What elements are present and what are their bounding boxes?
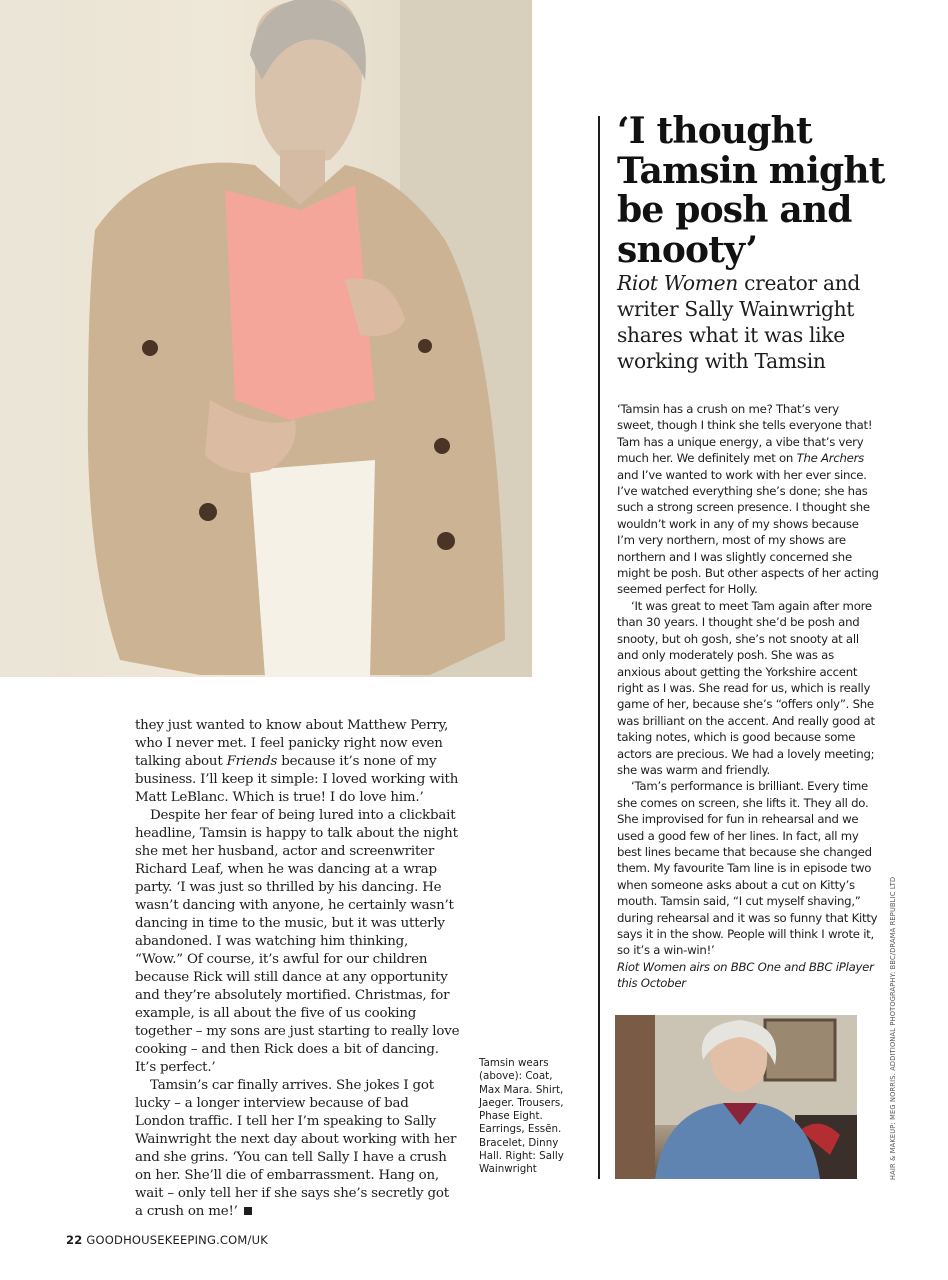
sidebar-headline: ‘I thought Tamsin might be posh and snooty’ [617, 110, 885, 271]
sidebar-divider-rule [598, 116, 600, 1179]
sidebar-standfirst: Riot Women creator and writer Sally Wainwright shares what it was like working with Tamsin [617, 271, 861, 373]
end-of-article-mark [244, 1207, 252, 1215]
inset-photo-sally-wainwright [615, 1015, 857, 1179]
magazine-url: GOODHOUSEKEEPING.COM/UK [86, 1233, 268, 1247]
article-body [135, 717, 460, 1221]
sidebar-paragraph: ‘It was great to meet Tam again after more than 30 years. I thought she’d be posh and snooty, but oh gosh, she’s not snooty at all and only moderately posh. She was as anxious about getting the Yorkshire accent right as I was. She read for us, which is really game of her, because she’s “offers only”. She was brilliant on the accent. And really good at taking notes, which is good because some actors are precious. We had a lovely meeting; she was warm and friendly. [617, 598, 875, 777]
page-number: 22 [66, 1233, 83, 1247]
article-paragraph: Tamsin’s car finally arrives. She jokes I got lucky – a longer interview because of bad London traffic. I tell her I’m speaking to Sally Wainwright the next day about working with her and she grins. ‘You can tell Sally I have a crush on her. She’ll die of embarrassment. Hang on, wait – only tell her if she says she’s secretly got a crush on me!’ [135, 1078, 457, 1219]
photo-caption: Tamsin wears (above): Coat, Max Mara. Shirt, Jaeger. Trousers, Phase Eight. Earrings, Essēn. Bracelet, Dinny Hall. Right: Sally Wainwright [479, 1057, 564, 1176]
broadcast-info: Riot Women airs on BBC One and BBC iPlayer this October [617, 959, 874, 991]
sidebar-paragraph: ‘Tamsin has a crush on me? That’s very sweet, though I think she tells everyone that! Tam has a unique energy, a vibe that’s very much her. We definitely met on The Archers and I’ve wanted to work with her ever since. I’ve watched everything she’s done; she has such a strong screen presence. I thought she wouldn’t work in any of my shows because I’m very northern, most of my shows are northern and I was slightly concerned she might be posh. But other aspects of her acting seemed perfect for Holly. [617, 402, 879, 597]
photo-credit: HAIR & MAKEUP: MEG NORRIS. ADDITIONAL PHOTOGRAPHY: BBC/DRAMA REPUBLIC LTD [889, 876, 897, 1180]
article-paragraph: Despite her fear of being lured into a clickbait headline, Tamsin is happy to talk about the night she met her husband, actor and screenwriter Richard Leaf, when he was dancing at a wrap party. ‘I was just so thrilled by his dancing. He wasn’t dancing with anyone, he certainly wasn’t dancing in time to the music, but it was utterly abandoned. I was watching him thinking, “Wow.” Of course, it’s awful for our children because Rick will still dance at any opportunity and they’re absolutely mortified. Christmas, for example, is all about the five of us cooking together – my sons are just starting to really love cooking – and then Rick does a bit of dancing. It’s perfect.’ [135, 808, 460, 1075]
article-paragraph: they just wanted to know about Matthew Perry, who I never met. I feel panicky right now even talking about Friends because it’s none of my business. I’ll keep it simple: I loved working with Matt LeBlanc. Which is true! I do love him.’ [135, 718, 459, 805]
sidebar-body [617, 401, 879, 992]
sidebar-paragraph: ‘Tam’s performance is brilliant. Every time she comes on screen, she lifts it. They all do. She improvised for fun in rehearsal and we used a good few of her lines. In fact, all my best lines became that because she changed them. My favourite Tam line is in episode two when someone asks about a cut on Kitty’s mouth. Tamsin said, “I cut myself shaving,” during rehearsal and it was so funny that Kitty says it in the show. People will think I wrote it, so it’s a win-win!’ [617, 779, 878, 958]
main-photo-tamsin [0, 0, 532, 677]
page-folio [66, 1233, 268, 1247]
